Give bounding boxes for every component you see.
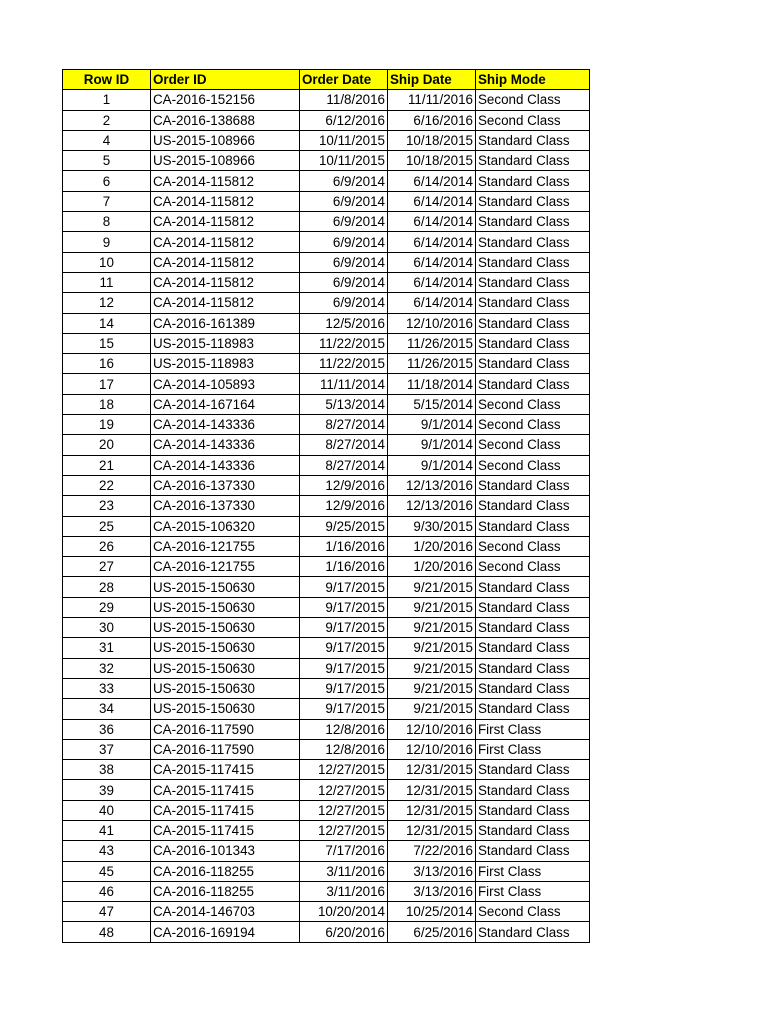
cell-ship-mode[interactable]: Standard Class — [476, 800, 590, 820]
cell-ship-date[interactable]: 12/10/2016 — [388, 719, 476, 739]
cell-order-id[interactable]: CA-2016-137330 — [151, 475, 300, 495]
table-row — [63, 151, 590, 171]
cell-ship-date[interactable]: 9/21/2015 — [388, 577, 476, 597]
cell-ship-date[interactable]: 6/14/2014 — [388, 212, 476, 232]
cell-order-date[interactable]: 12/5/2016 — [300, 313, 388, 333]
header-ship-date[interactable]: Ship Date — [388, 70, 476, 90]
cell-order-id[interactable]: CA-2014-143336 — [151, 415, 300, 435]
cell-row-id[interactable]: 8 — [63, 212, 151, 232]
cell-order-date[interactable]: 6/9/2014 — [300, 191, 388, 211]
table-row — [63, 719, 590, 739]
cell-order-id[interactable]: CA-2015-117415 — [151, 760, 300, 780]
cell-row-id[interactable]: 19 — [63, 415, 151, 435]
cell-row-id[interactable]: 21 — [63, 455, 151, 475]
cell-order-date[interactable]: 9/17/2015 — [300, 618, 388, 638]
cell-ship-mode[interactable]: Standard Class — [476, 516, 590, 536]
cell-order-id[interactable]: CA-2016-137330 — [151, 496, 300, 516]
cell-ship-mode[interactable]: First Class — [476, 881, 590, 901]
cell-ship-date[interactable]: 11/26/2015 — [388, 354, 476, 374]
cell-order-id[interactable]: CA-2015-117415 — [151, 820, 300, 840]
cell-row-id[interactable]: 37 — [63, 739, 151, 759]
cell-ship-mode[interactable]: Second Class — [476, 557, 590, 577]
cell-ship-mode[interactable]: Standard Class — [476, 597, 590, 617]
cell-ship-date[interactable]: 9/21/2015 — [388, 597, 476, 617]
cell-ship-date[interactable]: 9/21/2015 — [388, 618, 476, 638]
cell-row-id[interactable]: 46 — [63, 881, 151, 901]
cell-ship-date[interactable]: 6/25/2016 — [388, 922, 476, 942]
cell-order-date[interactable]: 12/8/2016 — [300, 719, 388, 739]
cell-ship-mode[interactable]: Standard Class — [476, 475, 590, 495]
cell-ship-date[interactable]: 1/20/2016 — [388, 536, 476, 556]
cell-row-id[interactable]: 6 — [63, 171, 151, 191]
cell-row-id[interactable]: 27 — [63, 557, 151, 577]
cell-ship-mode[interactable]: Standard Class — [476, 577, 590, 597]
cell-row-id[interactable]: 45 — [63, 861, 151, 881]
table-row — [63, 252, 590, 272]
table-row — [63, 678, 590, 698]
cell-ship-mode[interactable]: Standard Class — [476, 922, 590, 942]
cell-ship-date[interactable]: 11/11/2016 — [388, 90, 476, 110]
cell-row-id[interactable]: 33 — [63, 678, 151, 698]
cell-order-id[interactable]: CA-2015-117415 — [151, 800, 300, 820]
cell-order-date[interactable]: 9/17/2015 — [300, 678, 388, 698]
cell-ship-date[interactable]: 12/31/2015 — [388, 820, 476, 840]
table-row — [63, 354, 590, 374]
cell-order-id[interactable]: US-2015-108966 — [151, 151, 300, 171]
cell-row-id[interactable]: 17 — [63, 374, 151, 394]
table-row — [63, 922, 590, 942]
table-row — [63, 699, 590, 719]
table-row — [63, 638, 590, 658]
table-row — [63, 313, 590, 333]
cell-ship-mode[interactable]: Standard Class — [476, 191, 590, 211]
cell-order-date[interactable]: 11/22/2015 — [300, 354, 388, 374]
cell-row-id[interactable]: 38 — [63, 760, 151, 780]
cell-order-id[interactable]: US-2015-150630 — [151, 618, 300, 638]
cell-ship-mode[interactable]: Second Class — [476, 415, 590, 435]
cell-order-date[interactable]: 9/17/2015 — [300, 638, 388, 658]
cell-ship-mode[interactable]: Second Class — [476, 110, 590, 130]
cell-order-id[interactable]: CA-2016-121755 — [151, 557, 300, 577]
cell-order-id[interactable]: CA-2016-152156 — [151, 90, 300, 110]
header-ship-mode[interactable]: Ship Mode — [476, 70, 590, 90]
cell-ship-mode[interactable]: Standard Class — [476, 272, 590, 292]
cell-ship-date[interactable]: 12/31/2015 — [388, 780, 476, 800]
cell-ship-date[interactable]: 6/14/2014 — [388, 252, 476, 272]
cell-order-date[interactable]: 12/9/2016 — [300, 496, 388, 516]
table-row — [63, 212, 590, 232]
cell-order-id[interactable]: US-2015-108966 — [151, 130, 300, 150]
cell-order-date[interactable]: 3/11/2016 — [300, 881, 388, 901]
cell-row-id[interactable]: 16 — [63, 354, 151, 374]
cell-row-id[interactable]: 25 — [63, 516, 151, 536]
cell-order-date[interactable]: 11/22/2015 — [300, 333, 388, 353]
table-row — [63, 110, 590, 130]
cell-order-date[interactable]: 6/9/2014 — [300, 212, 388, 232]
header-row — [63, 70, 590, 90]
cell-row-id[interactable]: 43 — [63, 841, 151, 861]
cell-ship-mode[interactable]: Standard Class — [476, 780, 590, 800]
cell-ship-date[interactable]: 9/30/2015 — [388, 516, 476, 536]
cell-order-id[interactable]: CA-2016-117590 — [151, 739, 300, 759]
cell-row-id[interactable]: 10 — [63, 252, 151, 272]
cell-ship-mode[interactable]: Standard Class — [476, 293, 590, 313]
cell-ship-mode[interactable]: Second Class — [476, 455, 590, 475]
cell-ship-date[interactable]: 6/16/2016 — [388, 110, 476, 130]
cell-row-id[interactable]: 39 — [63, 780, 151, 800]
cell-order-date[interactable]: 11/11/2014 — [300, 374, 388, 394]
table-row — [63, 597, 590, 617]
cell-row-id[interactable]: 36 — [63, 719, 151, 739]
cell-ship-mode[interactable]: Second Class — [476, 902, 590, 922]
table-row — [63, 272, 590, 292]
table-row — [63, 780, 590, 800]
cell-ship-mode[interactable]: First Class — [476, 739, 590, 759]
cell-ship-date[interactable]: 10/18/2015 — [388, 130, 476, 150]
cell-ship-mode[interactable]: Second Class — [476, 394, 590, 414]
cell-row-id[interactable]: 9 — [63, 232, 151, 252]
cell-row-id[interactable]: 12 — [63, 293, 151, 313]
cell-order-date[interactable]: 1/16/2016 — [300, 557, 388, 577]
cell-ship-date[interactable]: 9/21/2015 — [388, 678, 476, 698]
table-row — [63, 800, 590, 820]
cell-order-date[interactable]: 12/27/2015 — [300, 800, 388, 820]
cell-ship-date[interactable]: 3/13/2016 — [388, 861, 476, 881]
table-row — [63, 475, 590, 495]
cell-order-id[interactable]: US-2015-118983 — [151, 354, 300, 374]
table-row — [63, 760, 590, 780]
cell-order-date[interactable]: 12/27/2015 — [300, 760, 388, 780]
cell-ship-mode[interactable]: Standard Class — [476, 151, 590, 171]
cell-order-id[interactable]: CA-2014-115812 — [151, 171, 300, 191]
cell-ship-mode[interactable]: Standard Class — [476, 374, 590, 394]
cell-row-id[interactable]: 7 — [63, 191, 151, 211]
cell-order-date[interactable]: 12/27/2015 — [300, 780, 388, 800]
cell-order-date[interactable]: 9/17/2015 — [300, 597, 388, 617]
cell-ship-date[interactable]: 6/14/2014 — [388, 232, 476, 252]
cell-order-id[interactable]: CA-2014-105893 — [151, 374, 300, 394]
cell-order-id[interactable]: CA-2016-169194 — [151, 922, 300, 942]
table-row — [63, 415, 590, 435]
cell-ship-mode[interactable]: First Class — [476, 719, 590, 739]
cell-order-date[interactable]: 10/20/2014 — [300, 902, 388, 922]
cell-order-date[interactable]: 12/27/2015 — [300, 820, 388, 840]
cell-ship-date[interactable]: 12/10/2016 — [388, 313, 476, 333]
cell-row-id[interactable]: 2 — [63, 110, 151, 130]
table-row — [63, 232, 590, 252]
cell-ship-date[interactable]: 12/31/2015 — [388, 760, 476, 780]
cell-order-id[interactable]: CA-2016-138688 — [151, 110, 300, 130]
cell-ship-mode[interactable]: Standard Class — [476, 252, 590, 272]
cell-ship-date[interactable]: 11/18/2014 — [388, 374, 476, 394]
cell-order-id[interactable]: CA-2015-117415 — [151, 780, 300, 800]
cell-order-date[interactable]: 6/9/2014 — [300, 252, 388, 272]
header-order-id[interactable]: Order ID — [151, 70, 300, 90]
cell-row-id[interactable]: 28 — [63, 577, 151, 597]
cell-order-id[interactable]: CA-2014-115812 — [151, 293, 300, 313]
orders-table — [62, 69, 590, 943]
table-row — [63, 496, 590, 516]
table-row — [63, 536, 590, 556]
table-body — [63, 90, 590, 942]
cell-ship-date[interactable]: 9/21/2015 — [388, 658, 476, 678]
cell-row-id[interactable]: 18 — [63, 394, 151, 414]
cell-order-id[interactable]: CA-2016-118255 — [151, 861, 300, 881]
cell-order-date[interactable]: 9/25/2015 — [300, 516, 388, 536]
cell-order-date[interactable]: 10/11/2015 — [300, 151, 388, 171]
cell-ship-date[interactable]: 6/14/2014 — [388, 272, 476, 292]
cell-ship-mode[interactable]: Standard Class — [476, 699, 590, 719]
cell-ship-date[interactable]: 6/14/2014 — [388, 293, 476, 313]
cell-ship-date[interactable]: 9/21/2015 — [388, 638, 476, 658]
cell-ship-mode[interactable]: Second Class — [476, 435, 590, 455]
cell-order-date[interactable]: 6/20/2016 — [300, 922, 388, 942]
cell-order-date[interactable]: 9/17/2015 — [300, 658, 388, 678]
header-row-id[interactable]: Row ID — [63, 70, 151, 90]
cell-ship-date[interactable]: 7/22/2016 — [388, 841, 476, 861]
cell-ship-date[interactable]: 12/13/2016 — [388, 496, 476, 516]
cell-row-id[interactable]: 41 — [63, 820, 151, 840]
cell-row-id[interactable]: 1 — [63, 90, 151, 110]
cell-row-id[interactable]: 40 — [63, 800, 151, 820]
cell-order-id[interactable]: CA-2016-118255 — [151, 881, 300, 901]
cell-order-id[interactable]: US-2015-150630 — [151, 678, 300, 698]
cell-order-id[interactable]: US-2015-150630 — [151, 699, 300, 719]
table-row — [63, 881, 590, 901]
cell-order-id[interactable]: CA-2014-115812 — [151, 272, 300, 292]
cell-order-date[interactable]: 8/27/2014 — [300, 435, 388, 455]
cell-ship-date[interactable]: 10/18/2015 — [388, 151, 476, 171]
cell-ship-mode[interactable]: Standard Class — [476, 658, 590, 678]
cell-order-id[interactable]: CA-2014-115812 — [151, 191, 300, 211]
cell-ship-mode[interactable]: Standard Class — [476, 841, 590, 861]
table-row — [63, 455, 590, 475]
cell-order-date[interactable]: 6/12/2016 — [300, 110, 388, 130]
table-row — [63, 902, 590, 922]
cell-order-date[interactable]: 9/17/2015 — [300, 577, 388, 597]
cell-row-id[interactable]: 5 — [63, 151, 151, 171]
table-row — [63, 841, 590, 861]
cell-ship-mode[interactable]: Standard Class — [476, 678, 590, 698]
cell-row-id[interactable]: 22 — [63, 475, 151, 495]
cell-order-date[interactable]: 10/11/2015 — [300, 130, 388, 150]
cell-ship-mode[interactable]: Standard Class — [476, 171, 590, 191]
table-row — [63, 618, 590, 638]
cell-order-id[interactable]: CA-2016-101343 — [151, 841, 300, 861]
cell-order-id[interactable]: US-2015-118983 — [151, 333, 300, 353]
cell-order-date[interactable]: 12/8/2016 — [300, 739, 388, 759]
cell-order-id[interactable]: CA-2014-115812 — [151, 252, 300, 272]
cell-order-date[interactable]: 12/9/2016 — [300, 475, 388, 495]
cell-row-id[interactable]: 20 — [63, 435, 151, 455]
cell-ship-date[interactable]: 3/13/2016 — [388, 881, 476, 901]
table-row — [63, 333, 590, 353]
cell-row-id[interactable]: 29 — [63, 597, 151, 617]
cell-ship-mode[interactable]: Standard Class — [476, 618, 590, 638]
cell-order-date[interactable]: 7/17/2016 — [300, 841, 388, 861]
cell-ship-mode[interactable]: Standard Class — [476, 313, 590, 333]
cell-row-id[interactable]: 30 — [63, 618, 151, 638]
cell-ship-date[interactable]: 12/10/2016 — [388, 739, 476, 759]
cell-order-id[interactable]: CA-2016-117590 — [151, 719, 300, 739]
cell-ship-mode[interactable]: Standard Class — [476, 638, 590, 658]
table-row — [63, 293, 590, 313]
cell-order-id[interactable]: CA-2014-115812 — [151, 232, 300, 252]
cell-ship-date[interactable]: 6/14/2014 — [388, 191, 476, 211]
cell-ship-date[interactable]: 12/13/2016 — [388, 475, 476, 495]
cell-ship-mode[interactable]: Standard Class — [476, 354, 590, 374]
cell-row-id[interactable]: 34 — [63, 699, 151, 719]
table-row — [63, 658, 590, 678]
cell-row-id[interactable]: 26 — [63, 536, 151, 556]
cell-order-date[interactable]: 8/27/2014 — [300, 415, 388, 435]
cell-ship-mode[interactable]: Standard Class — [476, 760, 590, 780]
cell-ship-date[interactable]: 9/1/2014 — [388, 455, 476, 475]
cell-order-date[interactable]: 6/9/2014 — [300, 293, 388, 313]
cell-row-id[interactable]: 23 — [63, 496, 151, 516]
cell-row-id[interactable]: 11 — [63, 272, 151, 292]
cell-ship-mode[interactable]: Second Class — [476, 90, 590, 110]
cell-ship-date[interactable]: 5/15/2014 — [388, 394, 476, 414]
cell-ship-mode[interactable]: Standard Class — [476, 212, 590, 232]
cell-order-id[interactable]: CA-2016-161389 — [151, 313, 300, 333]
cell-ship-mode[interactable]: Second Class — [476, 536, 590, 556]
cell-ship-date[interactable]: 9/1/2014 — [388, 435, 476, 455]
table-row — [63, 820, 590, 840]
cell-order-date[interactable]: 6/9/2014 — [300, 272, 388, 292]
table-row — [63, 516, 590, 536]
cell-ship-mode[interactable]: First Class — [476, 861, 590, 881]
cell-order-id[interactable]: CA-2014-115812 — [151, 212, 300, 232]
cell-order-id[interactable]: CA-2015-106320 — [151, 516, 300, 536]
table-row — [63, 861, 590, 881]
table-row — [63, 191, 590, 211]
cell-order-date[interactable]: 8/27/2014 — [300, 455, 388, 475]
cell-ship-mode[interactable]: Standard Class — [476, 333, 590, 353]
cell-row-id[interactable]: 14 — [63, 313, 151, 333]
cell-order-date[interactable]: 6/9/2014 — [300, 232, 388, 252]
table-row — [63, 171, 590, 191]
cell-row-id[interactable]: 31 — [63, 638, 151, 658]
table-row — [63, 130, 590, 150]
cell-row-id[interactable]: 48 — [63, 922, 151, 942]
cell-order-date[interactable]: 5/13/2014 — [300, 394, 388, 414]
table-row — [63, 435, 590, 455]
cell-row-id[interactable]: 15 — [63, 333, 151, 353]
cell-order-id[interactable]: CA-2014-143336 — [151, 435, 300, 455]
cell-ship-date[interactable]: 12/31/2015 — [388, 800, 476, 820]
cell-ship-date[interactable]: 6/14/2014 — [388, 171, 476, 191]
cell-order-date[interactable]: 3/11/2016 — [300, 861, 388, 881]
cell-order-id[interactable]: US-2015-150630 — [151, 597, 300, 617]
cell-order-date[interactable]: 11/8/2016 — [300, 90, 388, 110]
cell-row-id[interactable]: 4 — [63, 130, 151, 150]
cell-order-date[interactable]: 9/17/2015 — [300, 699, 388, 719]
cell-ship-date[interactable]: 9/21/2015 — [388, 699, 476, 719]
cell-order-id[interactable]: US-2015-150630 — [151, 658, 300, 678]
table-row — [63, 394, 590, 414]
cell-row-id[interactable]: 32 — [63, 658, 151, 678]
cell-order-id[interactable]: US-2015-150630 — [151, 577, 300, 597]
table-row — [63, 90, 590, 110]
header-order-date[interactable]: Order Date — [300, 70, 388, 90]
cell-ship-date[interactable]: 1/20/2016 — [388, 557, 476, 577]
table-row — [63, 739, 590, 759]
cell-order-date[interactable]: 1/16/2016 — [300, 536, 388, 556]
cell-ship-date[interactable]: 10/25/2014 — [388, 902, 476, 922]
table-row — [63, 374, 590, 394]
cell-ship-date[interactable]: 9/1/2014 — [388, 415, 476, 435]
cell-order-id[interactable]: CA-2014-143336 — [151, 455, 300, 475]
cell-order-date[interactable]: 6/9/2014 — [300, 171, 388, 191]
table-row — [63, 557, 590, 577]
cell-order-id[interactable]: CA-2014-167164 — [151, 394, 300, 414]
cell-ship-mode[interactable]: Standard Class — [476, 496, 590, 516]
cell-row-id[interactable]: 47 — [63, 902, 151, 922]
cell-order-id[interactable]: CA-2016-121755 — [151, 536, 300, 556]
cell-ship-mode[interactable]: Standard Class — [476, 232, 590, 252]
cell-ship-mode[interactable]: Standard Class — [476, 130, 590, 150]
table-row — [63, 577, 590, 597]
cell-order-id[interactable]: US-2015-150630 — [151, 638, 300, 658]
cell-ship-mode[interactable]: Standard Class — [476, 820, 590, 840]
cell-order-id[interactable]: CA-2014-146703 — [151, 902, 300, 922]
cell-ship-date[interactable]: 11/26/2015 — [388, 333, 476, 353]
